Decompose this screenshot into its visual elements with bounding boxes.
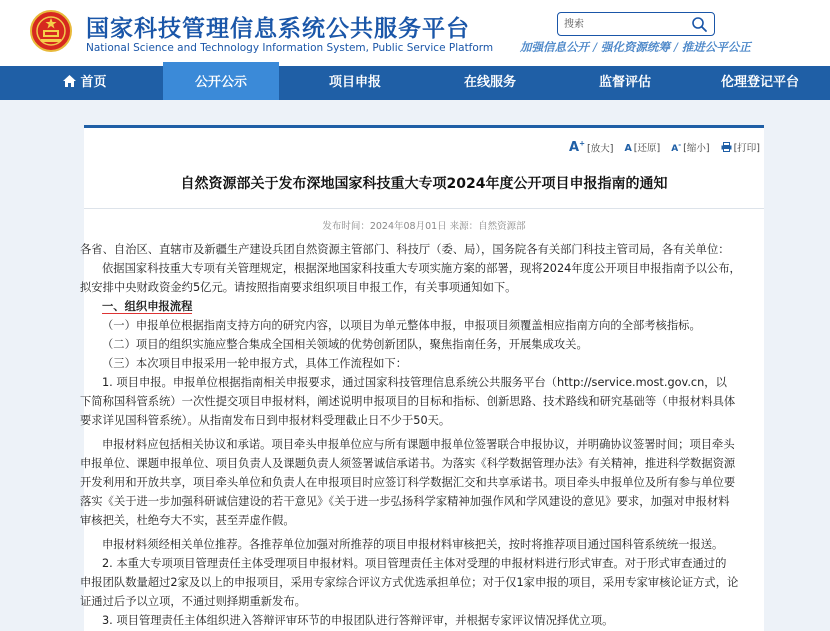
nav-item-label: 公开公示 — [194, 75, 247, 90]
enlarge-button[interactable] — [569, 140, 613, 155]
paragraph: 申报团队数量超过2家及以上的申报项目，采用专家综合评议方式优选承担单位；对于仅1家申报的项目，采用专家审核论证方式，论 — [80, 576, 739, 589]
slogan-item: 推进公平公正 — [681, 40, 751, 54]
paragraph: 1. 项目申报。申报单位根据指南相关申报要求，通过国家科技管理信息系统公共服务平台（http://service.most.gov.cn，以 — [102, 376, 727, 389]
enlarge-label: [放大] — [586, 143, 614, 155]
paragraph: 开发利用和开放共享，项目牵头单位和负责人在申报项目时应签订科学数据汇交和共享承诺书。项目牵头申报单位及所有参与单位要 — [80, 476, 736, 489]
paragraph: 2. 本重大专项项目管理责任主体受理项目申报材料。项目管理责任主体对受理的申报材料进行形式审查。对于形式审查通过的 — [102, 557, 727, 570]
paragraph: 申报材料应包括相关协议和承诺。项目牵头申报单位应与所有课题申报单位签署联合申报协议，并明确协议签署时间；项目牵头 — [102, 438, 735, 451]
section-heading-text: 一、组织申报流程 — [102, 300, 193, 313]
nav-item-home[interactable] — [20, 66, 150, 100]
font-shrink-icon: A- — [671, 141, 682, 155]
title-divider — [84, 208, 764, 209]
paragraph: 依据国家科技重大专项有关管理规定，根据深地国家科技重大专项实施方案的部署，现将2024年度公开项目申报指南予以公布， — [102, 262, 741, 275]
search-input[interactable] — [564, 15, 684, 33]
shrink-button[interactable] — [671, 140, 709, 154]
paragraph: 拟安排中央财政资金约5亿元。请按照指南要求组织项目申报工作，有关事项通知如下。 — [80, 281, 517, 294]
print-button[interactable] — [721, 140, 760, 154]
slogan-item: 加强信息公开 — [520, 40, 589, 54]
font-reset-icon: A — [624, 143, 632, 155]
font-enlarge-icon: A+ — [569, 140, 585, 156]
slogan-separator: / — [673, 40, 678, 54]
shrink-label: [缩小] — [683, 143, 710, 155]
site-subtitle: National Science and Technology Information System, Public Service Platform — [86, 42, 494, 54]
nav-item-label: 项目申报 — [328, 75, 381, 90]
article-meta: 发布时间：2024年08月01日 来源：自然资源部 — [322, 221, 526, 232]
paragraph: 审核把关，杜绝夸大不实，甚至弄虚作假。 — [80, 514, 295, 527]
paragraph: 落实《关于进一步加强科研诚信建设的若干意见》《关于进一步弘扬科学家精神加强作风和学风建设的意见》要求，加强对申报材料 — [80, 495, 730, 508]
paragraph: （三）本次项目申报采用一轮申报方式，具体工作流程如下： — [102, 357, 408, 370]
section-heading — [80, 297, 768, 316]
paragraph: （一）申报单位根据指南支持方向的研究内容，以项目为单元整体申报，申报项目须覆盖相应指南方向的全部考核指标。 — [102, 319, 701, 332]
national-emblem-icon[interactable] — [30, 9, 72, 53]
paragraph: 下简称国科管系统）一次性提交项目申报材料，阐述说明申报项目的目标和指标、创新思路、技术路线和研究基础等（申报材料具体 — [80, 395, 736, 408]
paragraph: 申报单位、课题申报单位、项目负责人及课题负责人须签署诚信承诺书。为落实《科学数据管理办法》有关精神，推进科学数据资源 — [80, 457, 736, 470]
nav-item-online-service[interactable] — [430, 66, 550, 100]
site-title[interactable]: 国家科技管理信息系统公共服务平台 — [86, 16, 470, 42]
nav-item-label: 伦理登记平台 — [720, 75, 799, 90]
nav-item-ethics-registration[interactable] — [700, 66, 820, 100]
paragraph: （二）项目的组织实施应整合集成全国相关领域的优势创新团队，聚焦指南任务，开展集成攻关。 — [102, 338, 588, 351]
paragraph: 要求详见国科管系统）。从指南发布日到申报材料受理截止日不少于50天。 — [80, 414, 451, 427]
nav-item-label: 在线服务 — [463, 75, 516, 90]
reset-label: [还原] — [633, 143, 661, 155]
slogan-separator: / — [593, 40, 597, 54]
print-icon — [721, 142, 732, 152]
nav-item-label: 监督评估 — [598, 75, 651, 90]
search-box — [557, 12, 715, 36]
paragraph: 申报材料须经相关单位推荐。各推荐单位加强对所推荐的项目申报材料审核把关，按时将推荐项目通过国科管系统统一报送。 — [102, 538, 724, 551]
slogan — [520, 39, 751, 55]
home-icon — [63, 75, 76, 87]
reset-button[interactable] — [624, 140, 660, 154]
article-title: 自然资源部关于发布深地国家科技重大专项2024年度公开项目申报指南的通知 — [180, 176, 668, 192]
nav-item-project-application[interactable] — [295, 66, 415, 100]
article-body — [80, 240, 768, 630]
print-label: [打印] — [733, 143, 760, 155]
search-icon[interactable] — [691, 16, 708, 33]
site-header — [0, 0, 830, 66]
slogan-item: 强化资源统筹 — [600, 40, 670, 54]
nav-item-label: 首页 — [80, 75, 107, 90]
main-nav — [0, 66, 830, 100]
paragraph: 各省、自治区、直辖市及新疆生产建设兵团自然资源主管部门、科技厅（委、局），国务院各有关部门科技主管司局，各有关单位： — [80, 243, 730, 256]
paragraph: 证通过后予以立项，不通过则择期重新发布。 — [80, 595, 306, 608]
paragraph: 3. 项目管理责任主体组织进入答辩评审环节的申报团队进行答辩评审，并根据专家评议情况择优立项。 — [102, 614, 614, 627]
nav-item-supervision[interactable] — [565, 66, 685, 100]
nav-item-public-notice[interactable] — [163, 62, 279, 100]
article-tools — [561, 140, 760, 155]
